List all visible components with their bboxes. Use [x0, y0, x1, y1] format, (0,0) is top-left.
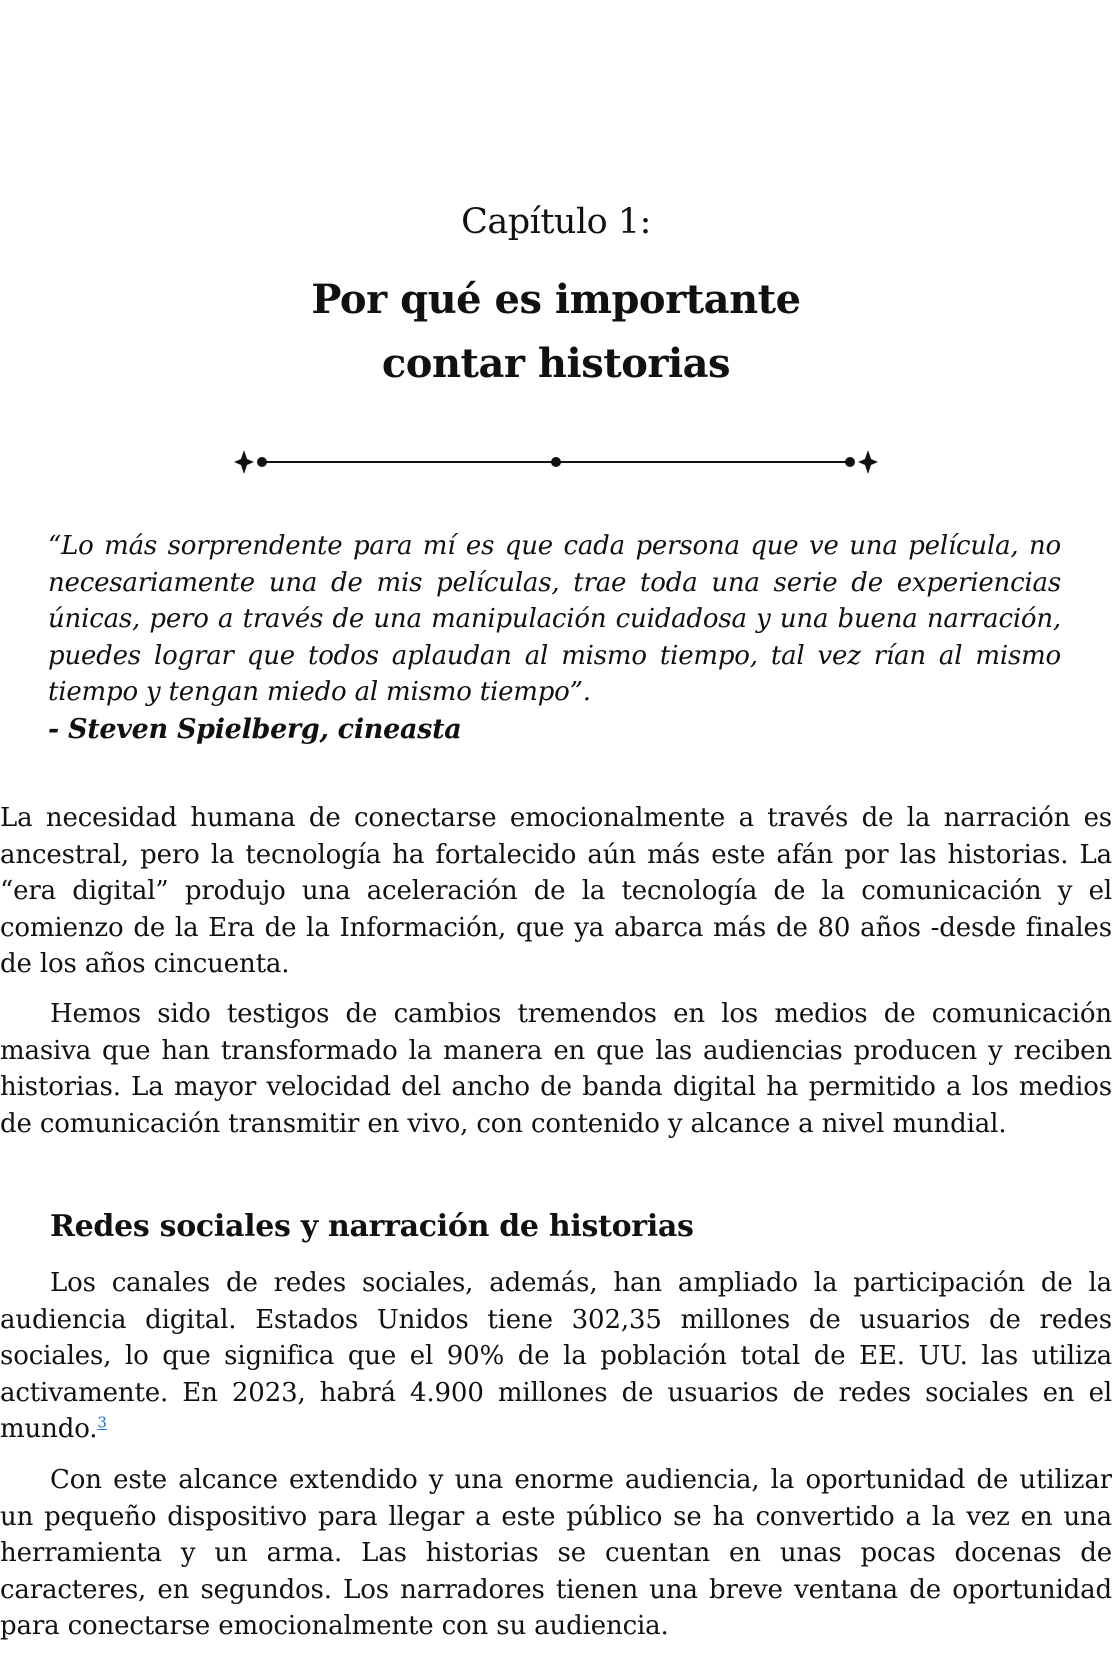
chapter-title-line-1: Por qué es importante: [311, 276, 801, 323]
center-dot-ornament: [551, 457, 561, 467]
body-paragraph: La necesidad humana de conectarse emocionalmente a través de la narración es ancestral, pero la tecnología ha fortalecido aún más este afán por las historias. La “era digital” produjo una aceleración de la tecnología de la comunicación y el comienzo de la Era de la Información, que ya abarca más de 80 años -desde finales de los años cincuenta.: [0, 803, 1112, 980]
left-star-ornament: [234, 450, 254, 474]
chapter-title: [0, 268, 1112, 396]
chapter-label: Capítulo 1:: [461, 202, 651, 242]
ornamental-divider-icon: [234, 448, 878, 476]
epigraph-quote: “Lo más sorprendente para mí es que cada persona que ve una película, no necesariamente una de mis películas, trae toda una serie de experiencias únicas, pero a través de una manipulación cuidadosa y una buena narración, puedes lograr que todos aplaudan al mismo tiempo, tal vez rían al mismo tiempo y tengan miedo al mismo tiempo”.: [48, 531, 1061, 708]
footnote-link[interactable]: 3: [97, 1413, 107, 1432]
paragraph-text: Los canales de redes sociales, además, han ampliado la participación de la audiencia digital. Estados Unidos tiene 302,35 millones de usuarios de redes sociales, lo que significa que el 90% de la población total de EE. UU. las utiliza activamente. En 2023, habrá 4.900 millones de usuarios de redes sociales en el mundo.: [0, 1268, 1112, 1445]
body-paragraph: Hemos sido testigos de cambios tremendos en los medios de comunicación masiva que han transformado la manera en que las audiencias producen y reciben historias. La mayor velocidad del ancho de banda digital ha permitido a los medios de comunicación transmitir en vivo, con contenido y alcance a nivel mundial.: [0, 999, 1112, 1139]
epigraph-attribution: - Steven Spielberg, cineasta: [48, 714, 462, 745]
body-paragraph: Con este alcance extendido y una enorme audiencia, la oportunidad de utilizar un pequeño dispositivo para llegar a este público se ha convertido a la vez en una herramienta y un arma. Las historias se cuentan en unas pocas docenas de caracteres, en segundos. Los narradores tienen una breve ventana de oportunidad para conectarse emocionalmente con su audiencia.: [0, 1465, 1112, 1642]
body-paragraph: [0, 1265, 1112, 1448]
right-star-ornament: [858, 450, 878, 474]
section-heading: Redes sociales y narración de historias: [50, 1209, 694, 1244]
chapter-title-line-2: contar historias: [381, 340, 731, 387]
right-dot-ornament: [845, 457, 855, 467]
